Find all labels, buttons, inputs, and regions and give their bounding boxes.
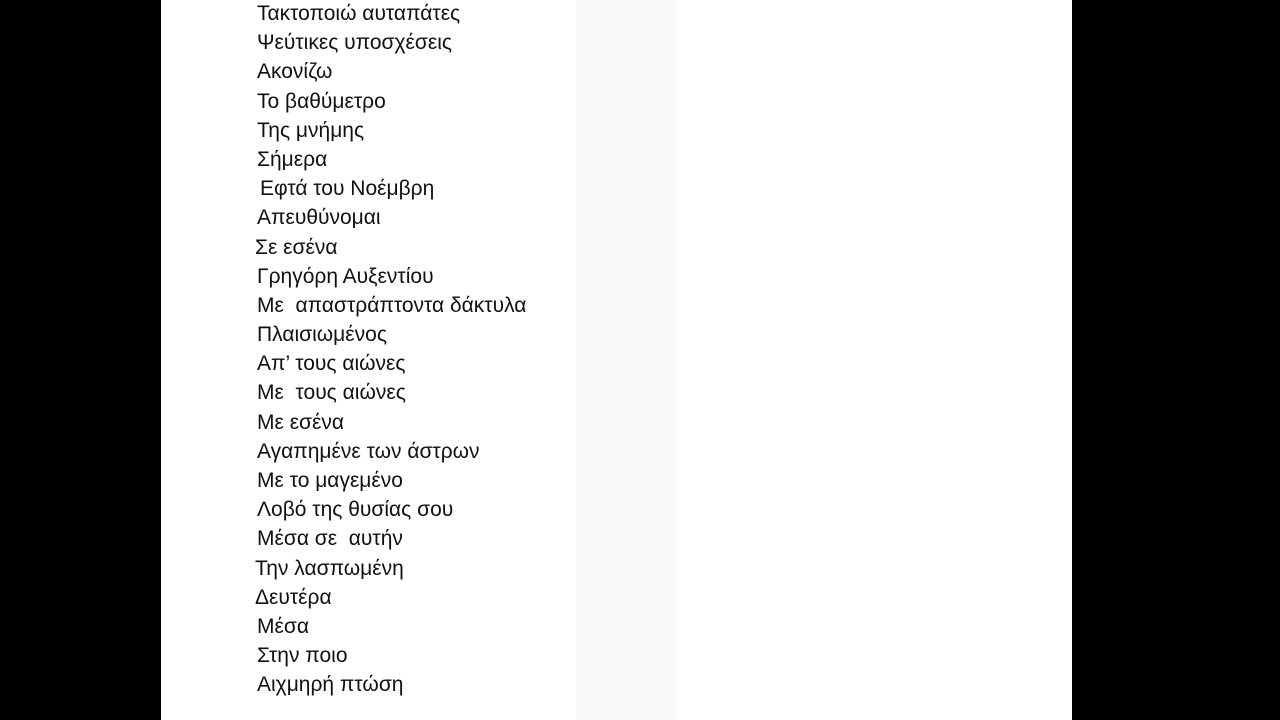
poem-line: Την λασπωμένη <box>255 556 404 580</box>
poem-line: Τακτοποιώ αυταπάτες <box>257 2 461 25</box>
poem-line: Ψεύτικες υποσχέσεις <box>257 31 452 55</box>
poem-line: Με το μαγεμένο <box>257 469 403 492</box>
poem-line: Με εσένα <box>257 410 345 434</box>
poem-line: Το βαθύμετρο <box>257 89 386 113</box>
poem-lines <box>257 0 526 700</box>
poem-line: Ακονίζω <box>257 60 333 84</box>
poem-line: Λοβό της θυσίας σου <box>257 498 454 522</box>
poem-line: Με τους αιώνες <box>257 381 406 405</box>
poem-line: Αγαπημένε των άστρων <box>257 439 480 463</box>
poem-line: Σε εσένα <box>255 235 338 259</box>
poem-line: Σήμερα <box>257 147 328 171</box>
poem-line: Μέσα <box>257 614 309 638</box>
poem-line: Γρηγόρη Αυξεντίου <box>257 264 434 288</box>
poem-line: Απευθύνομαι <box>257 206 381 230</box>
poem-line: Εφτά του Νοέμβρη <box>260 177 435 201</box>
poem-line: Δευτέρα <box>255 585 332 609</box>
poem-line: Απ’ τους αιώνες <box>257 352 406 376</box>
poem-line: Αιχμηρή πτώση <box>257 673 404 697</box>
poem-line: Μέσα σε αυτήν <box>257 527 403 551</box>
poem-line: Της μνήμης <box>257 118 365 142</box>
poem-line: Στην ποιο <box>257 644 348 668</box>
poem-line: Με απαστράπτοντα δάκτυλα <box>257 293 527 317</box>
page-shade-band <box>576 0 676 720</box>
document-page <box>161 0 1072 720</box>
poem-line: Πλαισιωμένος <box>257 323 387 347</box>
